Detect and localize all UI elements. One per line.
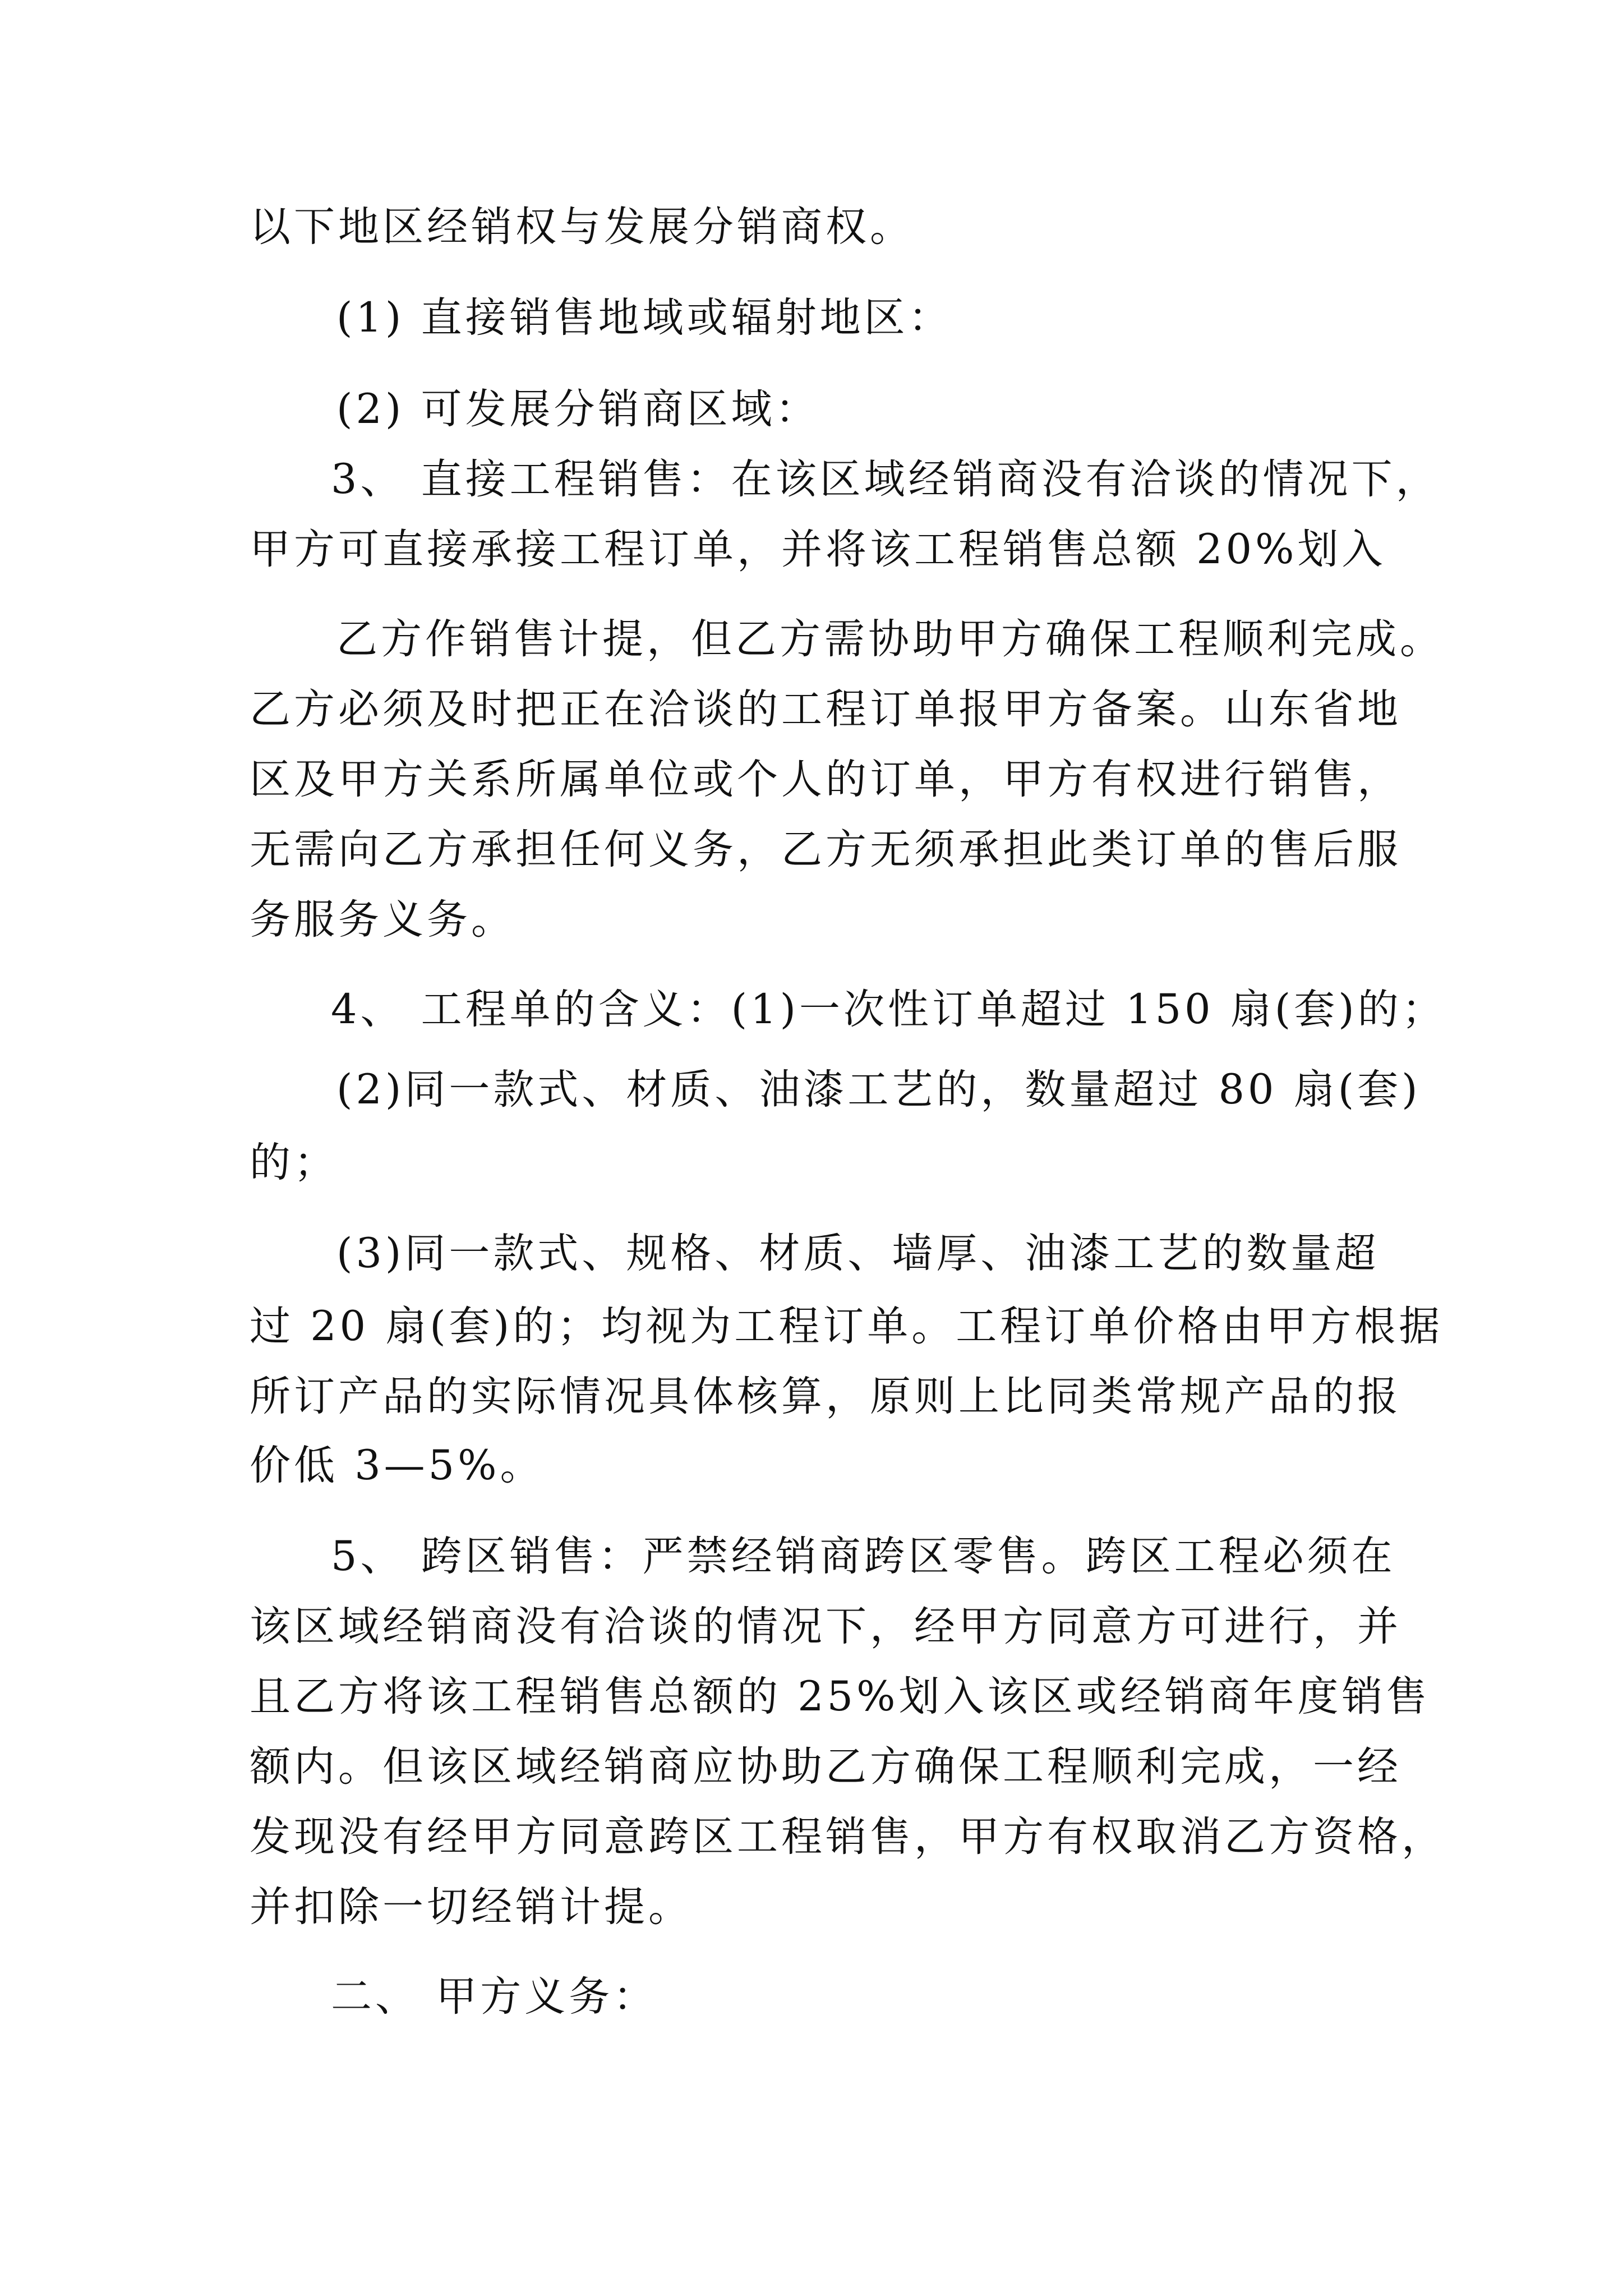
text-line-23: 并扣除一切经销计提。 bbox=[250, 1883, 693, 1931]
text-line-6: 乙方作销售计提，但乙方需协助甲方确保工程顺利完成。 bbox=[336, 615, 1444, 663]
text-line-18: 5、 跨区销售：严禁经销商跨区零售。跨区工程必须在 bbox=[331, 1533, 1396, 1580]
text-line-7: 乙方必须及时把正在洽谈的工程订单报甲方备案。山东省地 bbox=[250, 685, 1401, 733]
text-line-20: 且乙方将该工程销售总额的 25%划入该区或经销商年度销售 bbox=[250, 1673, 1431, 1720]
text-line-12: (2)同一款式、材质、油漆工艺的，数量超过 80 扇(套) bbox=[336, 1066, 1421, 1114]
text-line-5: 甲方可直接承接工程订单，并将该工程销售总额 20%划入 bbox=[250, 526, 1386, 573]
text-line-13: 的； bbox=[250, 1139, 338, 1186]
text-line-1: 以下地区经销权与发展分销商权。 bbox=[250, 203, 914, 251]
text-line-21: 额内。但该区域经销商应协助乙方确保工程顺利完成，一经 bbox=[250, 1743, 1401, 1791]
text-line-17: 价低 3—5%。 bbox=[250, 1442, 545, 1489]
text-line-19: 该区域经销商没有洽谈的情况下，经甲方同意方可进行，并 bbox=[250, 1603, 1401, 1650]
text-line-2: (1) 直接销售地域或辐射地区： bbox=[336, 294, 953, 342]
text-line-8: 区及甲方关系所属单位或个人的订单，甲方有权进行销售， bbox=[250, 756, 1401, 803]
text-line-16: 所订产品的实际情况具体核算，原则上比同类常规产品的报 bbox=[250, 1373, 1401, 1420]
text-line-11: 4、 工程单的含义：(1)一次性订单超过 150 扇(套)的； bbox=[331, 986, 1446, 1033]
text-line-22: 发现没有经甲方同意跨区工程销售，甲方有权取消乙方资格， bbox=[250, 1813, 1446, 1861]
text-line-24: 二、 甲方义务： bbox=[331, 1973, 658, 2021]
text-line-10: 务服务义务。 bbox=[250, 896, 515, 944]
text-line-9: 无需向乙方承担任何义务，乙方无须承担此类订单的售后服 bbox=[250, 826, 1401, 873]
text-line-15: 过 20 扇(套)的；均视为工程订单。工程订单价格由甲方根据 bbox=[250, 1303, 1444, 1350]
text-line-3: (2) 可发展分销商区域： bbox=[336, 385, 820, 433]
text-line-14: (3)同一款式、规格、材质、墙厚、油漆工艺的数量超 bbox=[336, 1230, 1380, 1277]
text-line-4: 3、 直接工程销售：在该区域经销商没有洽谈的情况下， bbox=[331, 455, 1440, 503]
